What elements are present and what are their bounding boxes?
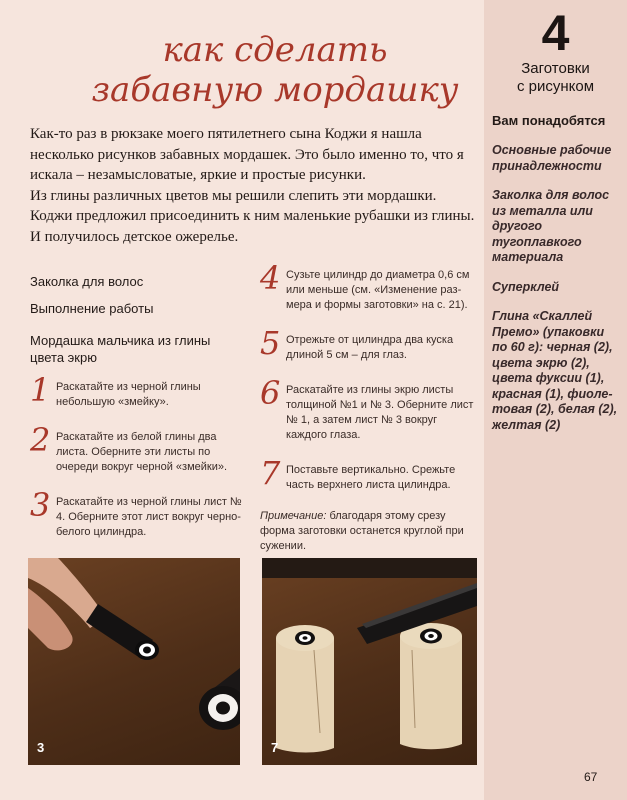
material-item: Глина «Скаллей Премо» (упаковки по 60 г): черная (2), цвета экрю (2), цвета фуксии (1), красная (1), фиоле-товая (2), белая (2), желтая (2) [492, 309, 618, 432]
chapter-title: Заготовки с рисунком [516, 60, 595, 95]
page-title [70, 30, 480, 110]
step-number: 6 [260, 374, 281, 412]
step-text: Раскатайте из черной глины небольшую «змейку». [56, 381, 201, 408]
material-item: Основные рабочие принадлежности [492, 143, 612, 173]
title-line-2: забавную мордашку [91, 70, 459, 110]
clay-cylinders-photo-illustration [262, 558, 477, 765]
step-item [30, 371, 250, 410]
clay-cane-photo-illustration [28, 558, 240, 765]
step-number: 5 [260, 324, 281, 362]
step-text: Раскатайте из черной глины лист № 4. Оберните этот лист вокруг черно-белого цилиндра. [56, 496, 242, 538]
step-text: Раскатайте из белой глины два листа. Оберните эти листы по очереди вокруг черной «змейки». [56, 431, 228, 473]
step-number: 7 [260, 454, 281, 492]
photo-label: 3 [37, 740, 45, 755]
procedure-heading: Выполнение работы [30, 301, 154, 316]
materials-list [492, 143, 622, 447]
step-text: Поставьте вертикально. Срежьте часть верхнего листа цилиндра. [286, 464, 456, 491]
step-item [30, 486, 250, 540]
step-number: 2 [30, 421, 51, 459]
steps-left-column [30, 371, 250, 560]
note-text [260, 509, 480, 554]
note-label: Примечание: [260, 510, 327, 522]
step-number: 4 [260, 259, 281, 297]
step-number: 1 [30, 371, 51, 409]
step-7-photo [262, 558, 477, 765]
intro-paragraph: Как-то раз в рюкзаке моего пятилетнего сына Коджи я нашла несколько рисунков забавных мордашек. Это было именно то, что я искала – незамысловатые, яркие и простые рисунки. [30, 126, 464, 183]
photo-label: 7 [271, 740, 279, 755]
intro-paragraph: Из глины различных цветов мы решили слепить эти мордашки. Коджи предложил присоединить к ним маленькие рубашки из глины. И получилось детское ожерелье. [30, 187, 475, 245]
subsection-heading: Мордашка мальчика из глины цвета экрю [30, 333, 211, 365]
step-text: Отрежьте от цилиндра два куска длиной 5 см – для глаз. [286, 334, 454, 361]
step-item [260, 324, 480, 363]
step-item [260, 454, 480, 493]
note-body: благодаря этому срезу форма заготовки останется круглой при сужении. [260, 510, 464, 552]
step-3-photo [28, 558, 240, 765]
step-text: Сузьте цилиндр до диаметра 0,6 см или меньше (см. «Изменение раз-мера и формы заготовки» на с. 21). [286, 269, 470, 311]
step-item [260, 374, 480, 443]
material-item: Заколка для волос из металла или другого тугоплавкого материала [492, 188, 610, 264]
material-item: Суперклей [492, 279, 560, 294]
steps-right-column [260, 259, 480, 554]
page-number: 67 [584, 770, 598, 784]
step-text: Раскатайте из глины экрю листы толщиной №1 и № 3. Оберните лист № 1, а затем лист № 3 вокруг каждого глаза. [286, 384, 474, 441]
chapter-number: 4 [541, 5, 570, 61]
project-heading: Заколка для волос [30, 274, 144, 289]
step-item [30, 421, 250, 475]
title-line-1: как сделать [162, 30, 388, 70]
step-number: 3 [30, 486, 51, 524]
step-item [260, 259, 480, 313]
materials-heading: Вам понадобятся [492, 113, 606, 128]
intro-text [30, 124, 480, 247]
